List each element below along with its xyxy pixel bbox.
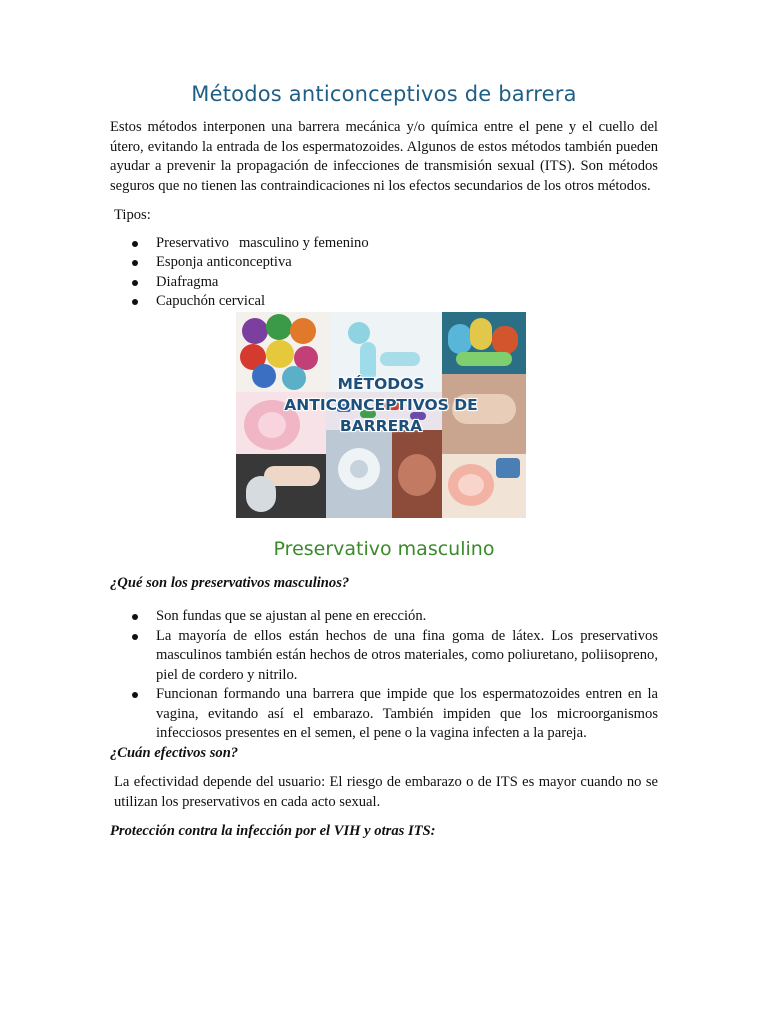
tipo-text: Preservativo — [156, 234, 229, 251]
bullet-icon — [132, 692, 138, 698]
effectiveness-paragraph: La efectividad depende del usuario: El riesgo de embarazo o de ITS es mayor cuando no se utilizan los preservativos en cada acto sexual. — [114, 774, 658, 810]
list-item — [110, 253, 658, 273]
bullet-icon — [132, 241, 138, 247]
barrier-methods-collage — [236, 312, 526, 518]
tipos-label: Tipos: — [114, 207, 151, 223]
tipo-text: Capuchón cervical — [156, 293, 265, 309]
collage-title-line: ANTICONCEPTIVOS DE — [284, 395, 478, 414]
list-item — [110, 685, 658, 744]
section-heading: Preservativo masculino — [273, 537, 495, 560]
diaphragm-photo-tile — [442, 454, 526, 518]
list-item — [110, 627, 658, 686]
male-condom-list — [110, 607, 658, 744]
document-content — [110, 82, 658, 852]
list-item-text: La mayoría de ellos están hechos de una fina goma de látex. Los preservativos masculinos también están hechos de otros materiales, como poliuretano, poliisopreno, piel de cordero y nitrilo. — [156, 627, 658, 683]
list-item-text: Son fundas que se ajustan al pene en erección. — [156, 608, 427, 624]
question-heading: ¿Cuán efectivos son? — [110, 744, 239, 761]
list-item — [110, 607, 658, 627]
tipo-text: Diafragma — [156, 273, 219, 290]
bullet-icon — [132, 614, 138, 620]
bullet-icon — [132, 299, 138, 305]
question-heading: ¿Qué son los preservativos masculinos? — [110, 574, 350, 591]
list-item — [110, 273, 658, 293]
list-item — [110, 234, 658, 254]
hand-holding-condom-photo-tile — [236, 454, 326, 518]
bullet-icon — [132, 280, 138, 286]
colored-condoms-photo-tile — [442, 312, 526, 374]
question-heading: Protección contra la infección por el VIH y otras ITS: — [110, 823, 436, 839]
list-item — [110, 292, 658, 312]
tipos-list — [110, 234, 658, 312]
skin-photo-tile — [392, 430, 442, 518]
tipo-text: Esponja anticonceptiva — [156, 254, 292, 270]
intro-paragraph: Estos métodos interponen una barrera mecánica y/o química entre el pene y el cuello del útero, evitando la entrada de los espermatozoides. Algunos de estos métodos también pueden ayudar a prevenir la propagación de infecciones de transmisión sexual (ITS). Son métodos seguros que no tienen las contraindicaciones ni los efectos secundarios de los otros métodos. — [110, 119, 658, 194]
sponge-photo-tile — [326, 430, 392, 518]
collage-title — [236, 374, 526, 437]
bullet-icon — [132, 634, 138, 640]
page-title: Métodos anticonceptivos de barrera — [191, 82, 577, 106]
list-item-text: Funcionan formando una barrera que impide que los espermatozoides entren en la vagina, evitando así el embarazo. También impiden que los microorganismos infecciosos presentes en el semen, el pene o la vagina infecten a la pareja. — [156, 686, 658, 741]
collage-title-line: MÉTODOS — [337, 374, 425, 393]
tipo-text-continued: masculino y femenino — [238, 234, 369, 251]
bullet-icon — [132, 260, 138, 266]
collage-title-line: BARRERA — [339, 416, 423, 435]
